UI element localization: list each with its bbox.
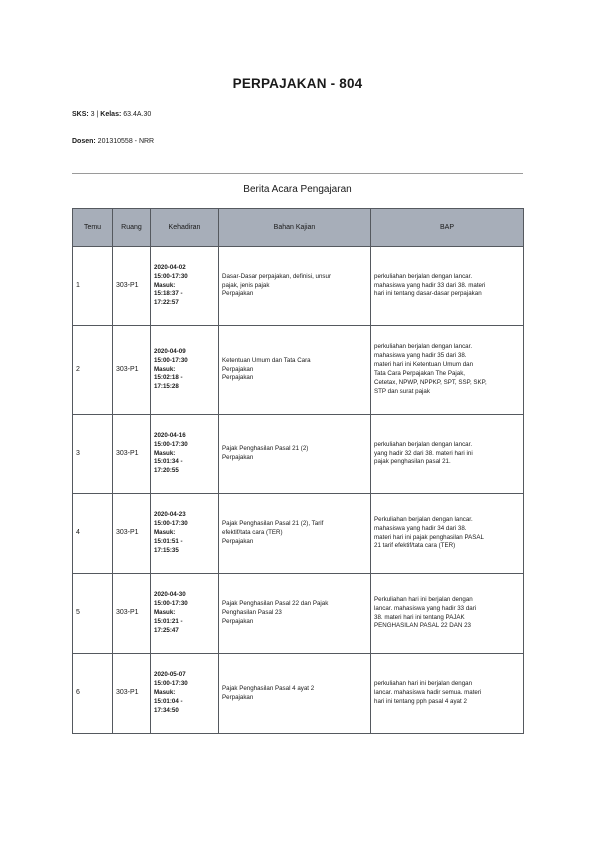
cell-kehadiran	[151, 654, 219, 734]
cell-bap-line: perkuliahan hari ini berjalan dengan	[374, 680, 473, 688]
cell-bap-line: Perkuliahan hari ini berjalan dengan	[374, 595, 473, 603]
cell-kehadiran-line: 2020-04-30	[154, 591, 186, 599]
cell-bap-line: materi hari ini Ketentuan Umum dan	[374, 361, 474, 369]
cell-ruang: 303-P1	[113, 326, 151, 415]
table-row	[73, 247, 524, 326]
cell-kehadiran-line: 15:01:21 -	[154, 617, 183, 625]
cell-ruang: 303-P1	[113, 574, 151, 654]
cell-bap-line: mahasiswa yang hadir 33 dari 38. materi	[374, 281, 486, 289]
cell-ruang: 303-P1	[113, 415, 151, 494]
table-row	[73, 494, 524, 574]
dosen-value: 201310558 - NRR	[95, 138, 155, 145]
cell-bahan-kajian-line: Pajak Penghasilan Pasal 4 ayat 2	[222, 684, 315, 692]
teaching-log-table	[72, 208, 524, 734]
cell-bahan-kajian-line: Dasar-Dasar perpajakan, definisi, unsur	[222, 272, 332, 280]
table-row	[73, 654, 524, 734]
cell-ruang: 303-P1	[113, 247, 151, 326]
cell-bap-line: perkuliahan berjalan dengan lancar.	[374, 272, 473, 280]
cell-bahan-kajian-line: Perpajakan	[222, 374, 254, 382]
cell-kehadiran-line: Masuk:	[154, 365, 176, 373]
cell-bahan-kajian-line: Ketentuan Umum dan Tata Cara	[222, 356, 311, 364]
cell-bahan-kajian-line: Perpajakan	[222, 290, 254, 298]
cell-bap-line: lancar. mahasiswa hadir semua. materi	[374, 689, 482, 696]
sks-value: 3 |	[88, 111, 101, 118]
cell-kehadiran-line: 17:25:47	[154, 626, 179, 634]
cell-bap-line: STP dan surat pajak	[374, 387, 430, 395]
cell-bahan-kajian	[219, 326, 371, 415]
cell-kehadiran-line: Masuk:	[154, 529, 176, 536]
dosen-label: Dosen:	[72, 138, 96, 145]
kelas-value: 63.4A.30	[121, 111, 152, 118]
cell-kehadiran-line: 17:15:28	[154, 383, 179, 391]
sks-label: SKS:	[72, 111, 89, 118]
cell-kehadiran-line: 15:00-17:30	[154, 520, 188, 528]
cell-kehadiran-line: Masuk:	[154, 609, 176, 616]
cell-kehadiran	[151, 415, 219, 494]
cell-bap-line: Tata Cara Perpajakan The Pajak,	[374, 370, 466, 377]
cell-bahan-kajian-line: Pajak Penghasilan Pasal 21 (2)	[222, 445, 309, 453]
cell-kehadiran-line: 15:00-17:30	[154, 356, 188, 364]
cell-bahan-kajian-line: Perpajakan	[222, 617, 254, 625]
divider	[72, 173, 523, 174]
cell-bap-line: PENGHASILAN PASAL 22 DAN 23	[374, 622, 471, 630]
kelas-label: Kelas:	[100, 111, 122, 118]
cell-kehadiran	[151, 494, 219, 574]
cell-kehadiran-line: 2020-04-09	[154, 347, 186, 355]
page-title: PERPAJAKAN - 804	[232, 76, 363, 91]
cell-kehadiran-line: Masuk:	[154, 449, 176, 457]
cell-bap-line: perkuliahan berjalan dengan lancar.	[374, 440, 473, 448]
cell-bap-line: Perkuliahan berjalan dengan lancar.	[374, 515, 473, 523]
table-row	[73, 326, 524, 415]
cell-temu: 4	[73, 494, 113, 574]
cell-kehadiran-line: 15:01:04 -	[154, 697, 183, 705]
cell-kehadiran-line: 15:00-17:30	[154, 440, 188, 448]
cell-bahan-kajian-line: Pajak Penghasilan Pasal 22 dan Pajak	[222, 600, 329, 608]
column-header-temu: Temu	[73, 209, 113, 247]
cell-kehadiran-line: 15:01:34 -	[154, 458, 183, 466]
cell-ruang: 303-P1	[113, 654, 151, 734]
course-info	[72, 111, 151, 118]
cell-kehadiran-line: 15:02:18 -	[154, 374, 183, 382]
cell-kehadiran-line: 2020-05-07	[154, 671, 186, 679]
cell-bap-line: 38. materi hari ini tentang PAJAK	[374, 613, 465, 621]
cell-ruang: 303-P1	[113, 494, 151, 574]
cell-bap-line: perkuliahan berjalan dengan lancar.	[374, 343, 473, 351]
cell-bap	[371, 247, 524, 326]
cell-kehadiran-line: 2020-04-16	[154, 431, 186, 439]
cell-bap-line: 21 tarif efektif/tata cara (TER)	[374, 542, 456, 550]
cell-bahan-kajian-line: Perpajakan	[222, 693, 254, 701]
cell-bahan-kajian-line: Perpajakan	[222, 537, 254, 545]
cell-bahan-kajian-line: Perpajakan	[222, 365, 254, 373]
column-header-ruang: Ruang	[113, 209, 151, 247]
cell-kehadiran-line: 15:00-17:30	[154, 680, 188, 688]
cell-bahan-kajian	[219, 654, 371, 734]
cell-bap	[371, 574, 524, 654]
cell-bahan-kajian	[219, 574, 371, 654]
cell-kehadiran-line: 17:20:55	[154, 467, 179, 475]
cell-bap-line: mahasiswa yang hadir 35 dari 38.	[374, 352, 467, 360]
cell-bahan-kajian	[219, 494, 371, 574]
cell-bap-line: materi hari ini pajak penghasilan PASAL	[374, 533, 484, 541]
cell-bahan-kajian	[219, 415, 371, 494]
cell-kehadiran-line: 15:00-17:30	[154, 272, 188, 280]
table-row	[73, 574, 524, 654]
table-row	[73, 415, 524, 494]
cell-bahan-kajian-line: efektif/tata cara (TER)	[222, 529, 283, 536]
lecturer-info	[72, 138, 154, 145]
cell-kehadiran	[151, 326, 219, 415]
column-header-bahan-kajian: Bahan Kajian	[219, 209, 371, 247]
cell-temu: 6	[73, 654, 113, 734]
cell-bap	[371, 326, 524, 415]
column-header-kehadiran: Kehadiran	[151, 209, 219, 247]
cell-kehadiran-line: 2020-04-02	[154, 263, 186, 271]
cell-kehadiran-line: 15:01:51 -	[154, 537, 183, 545]
cell-kehadiran-line: 17:22:57	[154, 299, 179, 307]
cell-bahan-kajian	[219, 247, 371, 326]
cell-bap	[371, 654, 524, 734]
cell-temu: 5	[73, 574, 113, 654]
section-title: Berita Acara Pengajaran	[243, 184, 352, 195]
cell-bahan-kajian-line: Perpajakan	[222, 454, 254, 461]
cell-kehadiran	[151, 247, 219, 326]
cell-bap-line: Cetetax, NPWP, NPPKP, SPT, SSP, SKP,	[374, 378, 487, 386]
cell-bap-line: hari ini tentang pph pasal 4 ayat 2	[374, 697, 467, 705]
cell-temu: 3	[73, 415, 113, 494]
cell-bahan-kajian-line: Penghasilan Pasal 23	[222, 609, 282, 616]
cell-bahan-kajian-line: Pajak Penghasilan Pasal 21 (2), Tarif	[222, 520, 324, 528]
cell-kehadiran-line: 17:34:50	[154, 706, 179, 714]
cell-bap-line: mahasiswa yang hadir 34 dari 38.	[374, 524, 467, 532]
cell-bap-line: hari ini tentang dasar-dasar perpajakan	[374, 290, 482, 298]
cell-bap-line: yang hadir 32 dari 38. materi hari ini	[374, 449, 473, 457]
cell-temu: 2	[73, 326, 113, 415]
cell-kehadiran-line: Masuk:	[154, 281, 176, 289]
cell-kehadiran-line: 15:00-17:30	[154, 600, 188, 608]
cell-bap-line: lancar. mahasiswa yang hadir 33 dari	[374, 604, 477, 612]
cell-temu: 1	[73, 247, 113, 326]
cell-bap-line: pajak penghasilan pasal 21.	[374, 458, 451, 466]
cell-bap	[371, 494, 524, 574]
cell-kehadiran-line: 2020-04-23	[154, 511, 186, 519]
cell-kehadiran-line: Masuk:	[154, 689, 176, 696]
cell-bahan-kajian-line: pajak, jenis pajak	[222, 281, 270, 289]
table-header-row	[73, 209, 524, 247]
cell-kehadiran-line: 17:15:35	[154, 546, 179, 554]
cell-kehadiran	[151, 574, 219, 654]
column-header-bap: BAP	[371, 209, 524, 247]
cell-bap	[371, 415, 524, 494]
cell-kehadiran-line: 15:18:37 -	[154, 290, 183, 298]
